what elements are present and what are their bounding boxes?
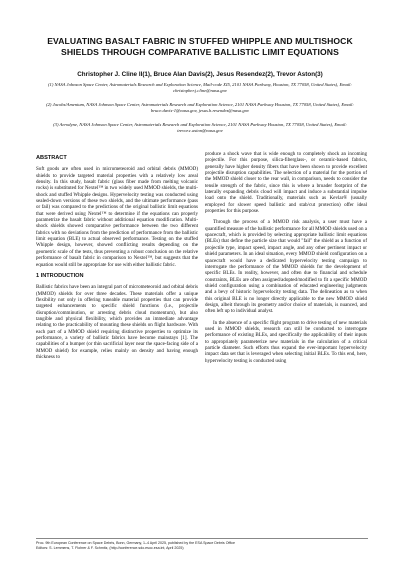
footer-editors: Editors: S. Lemmens, T. Flohrer & F. Schmitz, (http://conference.sdo.esoc.esa.int, April 2025) — [36, 546, 184, 551]
abstract-text: Soft goods are often used in micrometeoroid and orbital debris (MMOD) shields to provide targeted material properties with a relatively low areal density. In this study, basalt fabric (glass fiber made from melting volcanic rocks) is substituted for Nextel™ in two widely used MMOD shields, the multi-shock and stuffed Whipple designs. Hypervelocity testing was conducted using sealed-down versions of these two shields, and the ultimate performance (pass or fail) was compared to the predictions of the original ballistic limit equations that were derived using Nextel™ to determine if the equations can properly parametrize the basalt fabric without additional equation modification. Multi-shock shields showed comparative performance between the two different fabrics with no deviations from the prediction of performance from the ballistic limit equation (BLE) to actual observed performance. Testing on the stuffed Whipple design, however, showed conflicting results depending on the geometric scale of the tests, thus preventing a robust conclusion on the relative performance of basalt fabric in comparison to Nextel™, but suggests that the equation would still be appropriate for use with either ballistic fabric. — [36, 166, 198, 268]
right-column — [205, 151, 367, 369]
body-paragraph-1: produce a shock wave that is wide enough to completely shock an incoming projectile. For this purpose, silica-fiberglass-, or ceramic-based fabrics, generally have higher density fibers that have been shown to provide excellent projectile disruption capabilities. The selection of a material for the portion of the MMOD shield closer to the rear wall, in comparison, needs to consider the tensile strength of the fabric, since this is where a broader footprint of the laterally expanding debris cloud will impact and induce a substantial impulse load onto the shield. Traditionally, materials such as Kevlar® (usually employed for slower speed ballistic and stab/cut protection) offer ideal properties for this purpose. — [205, 151, 367, 215]
introduction-text: Ballistic fabrics have been an integral part of micrometeoroid and orbital debris (MMOD) shields for over three decades. These materials offer a unique flexibility not only in offering tuneable material properties that can provide targeted enhancements to specific shield functions (i.e., projectile disruption/comminution, or arresting debris cloud momentum), but also tangible and physical flexibility, which provides an immediate advantage relating to the practicability of mounting these shields on flight hardware. With each part of a MMOD shield requiring distinctive properties to optimize its performance, a variety of ballistic fabrics have become mainstays [1]. The capabilities of a bumper (or thin sacrificial layer near the space-facing side of a MMOD shield) for example, relies mainly on density and having enough thickness to — [36, 284, 198, 360]
author-list: Christopher J. Cline II(1), Bruce Alan Davis(2), Jesus Resendez(2), Trevor Aston(3) — [77, 71, 323, 78]
footer-divider — [36, 538, 368, 539]
footer — [36, 541, 368, 551]
introduction-heading: 1 INTRODUCTION — [36, 272, 84, 279]
left-column — [36, 151, 198, 365]
affiliation-3: (3) Aerodyne, NASA Johnson Space Center, Astromaterials Research and Exploration Science, 2101 NASA Parkway Houston, TX 77058, United States), Email: trevor.c.aston@nasa.gov — [53, 122, 347, 134]
body-paragraph-3: In the absence of a specific flight program to drive testing of new materials used in MMOD shields, research can still be conducted to interrogate performance of existing BLEs, and specifically the applicability of their inputs to appropriately parameterize new materials in the calculation of a critical particle diameter. Such efforts thus expand the ever-important hypervelocity impact data set that is leveraged when selecting initial BLEs. To this end, here, hypervelocity testing is conducted using — [205, 319, 367, 364]
affiliation-2: (2) Jacobs/Amentum, NASA Johnson Space Center, Astromaterials Research and Exploration Science, 2101 NASA Parkway Houston, TX 77058, United States), Email: bruce.davis-1@nasa.gov, jesus.h.resendez@nasa.gov — [46, 102, 354, 114]
footer-proceedings: Proc. 9th European Conference on Space Debris, Bonn, Germany, 1–4 April 2025, published by the ESA Space Debris Office — [36, 541, 236, 545]
paper-title: EVALUATING BASALT FABRIC IN STUFFED WHIPPLE AND MULTISHOCK SHIELDS THROUGH COMPARATIVE BALLISTIC LIMIT EQUATIONS — [47, 36, 353, 57]
affiliation-1: (1) NASA Johnson Space Center, Astromaterials Research and Exploration Science, Mail-code XI5, 2101 NASA Parkway, Houston, TX 77058, United States), Email: christopher.j.cline@nasa.gov — [48, 82, 352, 94]
body-paragraph-2: Through the process of a MMOD risk analysis, a user must have a quantified measure of the ballistic performance for all MMOD shields used on a spacecraft, which is provided by selecting appropriate ballistic limit equations (BLEs) that define the particle size that would "fail" the shield as a function of projectile type, impact speed, impact angle, and any other pertinent impact or shield parameters. In an ideal situation, every MMOD shield configuration on a spacecraft would have a dedicated hypervelocity testing campaign to interrogate the performance of the MMOD shields for the development of specific BLEs. In reality, however, and often due to financial and schedule constraints, BLEs are often assigned/adopted/modified to fit a specific MMOD shield configuration using a combination of educated engineering judgments and a bevy of historic hypervelocity testing data. The delineation as to when this original BLE is no longer directly applicable to the new MMOD shield design, albeit through its geometry and/or choice of materials, is nuanced, and often left up to individual analyst. — [205, 219, 368, 315]
abstract-heading: ABSTRACT — [36, 155, 67, 161]
